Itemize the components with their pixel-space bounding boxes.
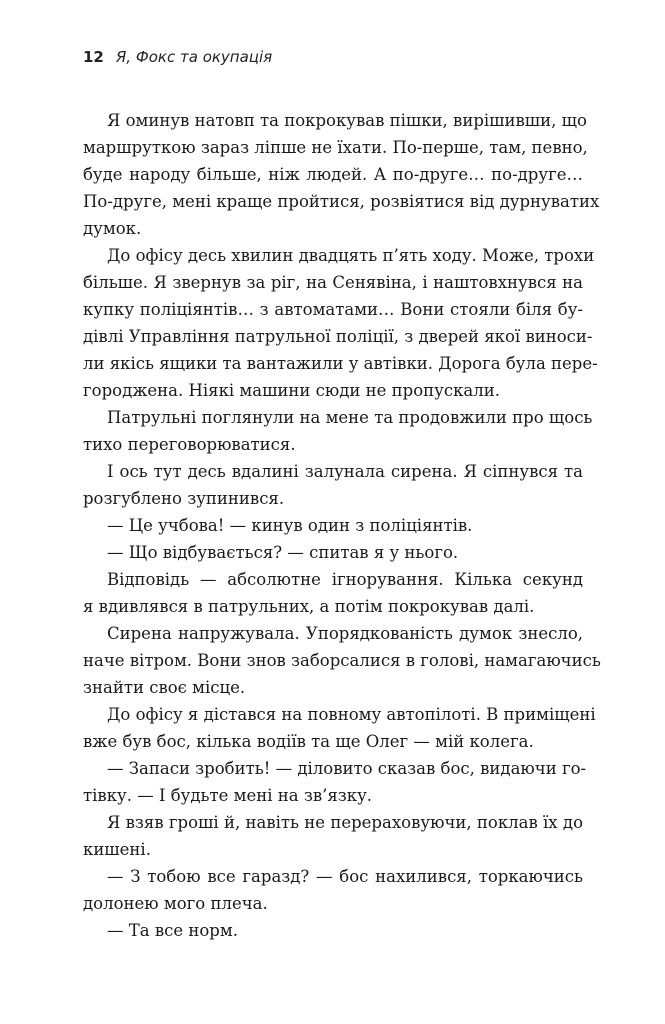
paragraph (83, 107, 600, 242)
page-number: 12 (83, 48, 104, 66)
text-line: Відповідь — абсолютне ігнорування. Кілька секунд (107, 570, 583, 589)
text-line: тівку. — І будьте мені на зв’язку. (83, 786, 373, 805)
paragraph (83, 404, 593, 458)
text-line: буде народу більше, ніж людей. А по-друге… по-друге… (83, 165, 583, 184)
paragraph (83, 566, 583, 620)
paragraph (83, 242, 598, 404)
text-line: Я взяв гроші й, навіть не перераховуючи, поклав їх до (107, 813, 583, 832)
text-line: дівлі Управління патрульної поліції, з дверей якої виноси- (83, 327, 593, 346)
text-line: Сирена напружувала. Упорядкованість думок знесло, (107, 624, 583, 643)
paragraph (83, 539, 583, 566)
page-header (83, 48, 272, 72)
text-line: більше. Я звернув за ріг, на Сенявіна, і наштовхнувся на (83, 273, 583, 292)
text-line: До офісу я дістався на повному автопілоті. В приміщені (107, 705, 596, 724)
paragraph (83, 701, 596, 755)
text-line: вже був бос, кілька водіїв та ще Олег — мій колега. (83, 732, 534, 751)
paragraph (83, 620, 601, 701)
text-line: городжена. Ніякі машини сюди не пропускали. (83, 381, 500, 400)
text-line: — Що відбувається? — спитав я у нього. (107, 543, 459, 562)
running-title: Я, Фокс та окупація (115, 48, 273, 66)
text-line: — Це учбова! — кинув один з поліціянтів. (107, 516, 473, 535)
text-line: наче вітром. Вони знов заборсалися в голові, намагаючись (83, 651, 601, 670)
text-line: Патрульні поглянули на мене та продовжили про щось (107, 408, 593, 427)
text-line: долонею мого плеча. (83, 894, 268, 913)
text-line: тихо переговорюватися. (83, 435, 296, 454)
text-line: Я оминув натовп та покрокував пішки, вирішивши, що (107, 111, 587, 130)
text-line: До офісу десь хвилин двадцять п’ять ходу. Може, трохи (107, 246, 595, 265)
text-line: думок. (83, 219, 142, 238)
text-line: розгублено зупинився. (83, 489, 285, 508)
text-line: я вдивлявся в патрульних, а потім покрокував далі. (83, 597, 535, 616)
paragraph (83, 755, 587, 809)
text-line: ли якісь ящики та вантажили у автівки. Дорога була пере- (83, 354, 598, 373)
paragraph (83, 863, 583, 917)
text-line: І ось тут десь вдалині залунала сирена. Я сіпнувся та (107, 462, 583, 481)
text-line: маршруткою зараз ліпше не їхати. По-перше, там, певно, (83, 138, 588, 157)
paragraph (83, 917, 583, 944)
text-line: По-друге, мені краще пройтися, розвіятися від дурнуватих (83, 192, 600, 211)
text-line: кишені. (83, 840, 151, 859)
paragraph (83, 458, 583, 512)
text-line: купку поліціянтів… з автоматами… Вони стояли біля бу- (83, 300, 583, 319)
text-body (83, 107, 601, 944)
text-line: — З тобою все гаразд? — бос нахилився, торкаючись (107, 867, 583, 886)
text-line: знайти своє місце. (83, 678, 246, 697)
text-line: — Запаси зробить! — діловито сказав бос, видаючи го- (107, 759, 587, 778)
paragraph (83, 512, 583, 539)
text-line: — Та все норм. (107, 921, 238, 940)
paragraph (83, 809, 583, 863)
